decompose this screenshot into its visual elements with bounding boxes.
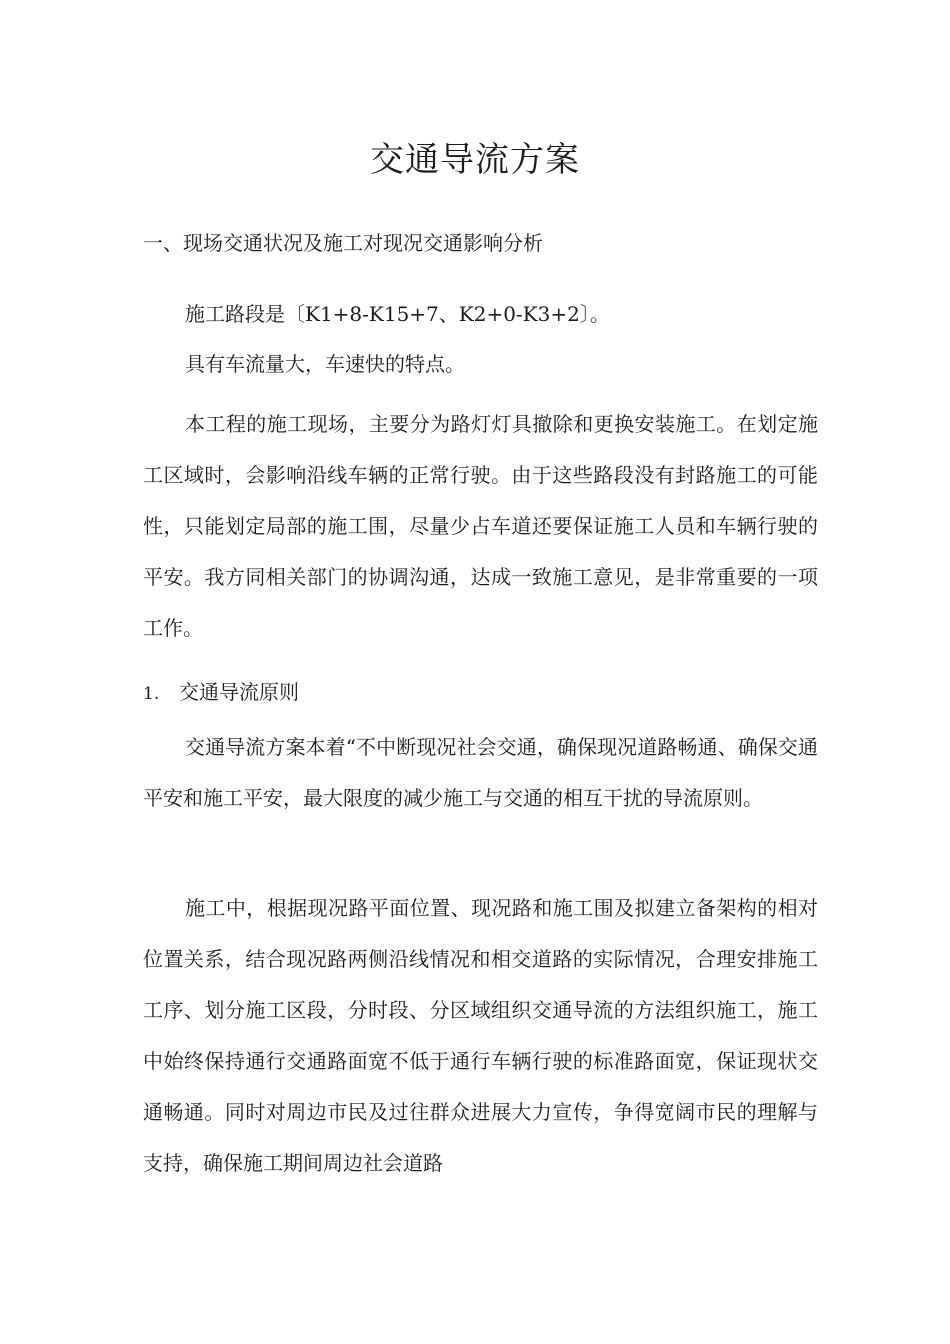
subsection-heading [143, 677, 299, 709]
subsection-number: 1. [143, 684, 160, 704]
paragraph-traffic-feature: 具有车流量大，车速快的特点。 [185, 352, 465, 376]
subsection-title: 交通导流原则 [179, 680, 299, 704]
document-title: 交通导流方案 [370, 140, 580, 180]
paragraph-construction-method: 施工中，根据现况路平面位置、现况路和施工围及拟建立备架构的相对位置关系，结合现况路两侧沿线情况和相交道路的实际情况，合理安排施工工序、划分施工区段，分时段、分区域组织交通导流的方法组织施工，施工中始终保持通行交通路面宽不低于通行车辆行驶的标准路面宽，保证现状交通畅通。同时对周边市民及过往群众进展大力宣传，争得宽阔市民的理解与支持，确保施工期间周边社会道路 [143, 896, 818, 1175]
section-heading: 一、现场交通状况及施工对现况交通影响分析 [143, 231, 543, 255]
paragraph-construction-site: 本工程的施工现场，主要分为路灯灯具撤除和更换安装施工。在划定施工区域时，会影响沿线车辆的正常行驶。由于这些路段没有封路施工的可能性，只能划定局部的施工围，尽量少占车道还要保证施工人员和车辆行驶的平安。我方同相关部门的协调沟通，达成一致施工意见，是非常重要的一项工作。 [143, 412, 818, 640]
paragraph-diversion-principle: 交通导流方案本着“不中断现况社会交通，确保现况道路畅通、确保交通平安和施工平安，最大限度的减少施工与交通的相互干扰的导流原则。 [143, 735, 818, 810]
paragraph-road-section: 施工路段是〔K1+8-K15+7、K2+0-K3+2〕。 [185, 302, 610, 326]
